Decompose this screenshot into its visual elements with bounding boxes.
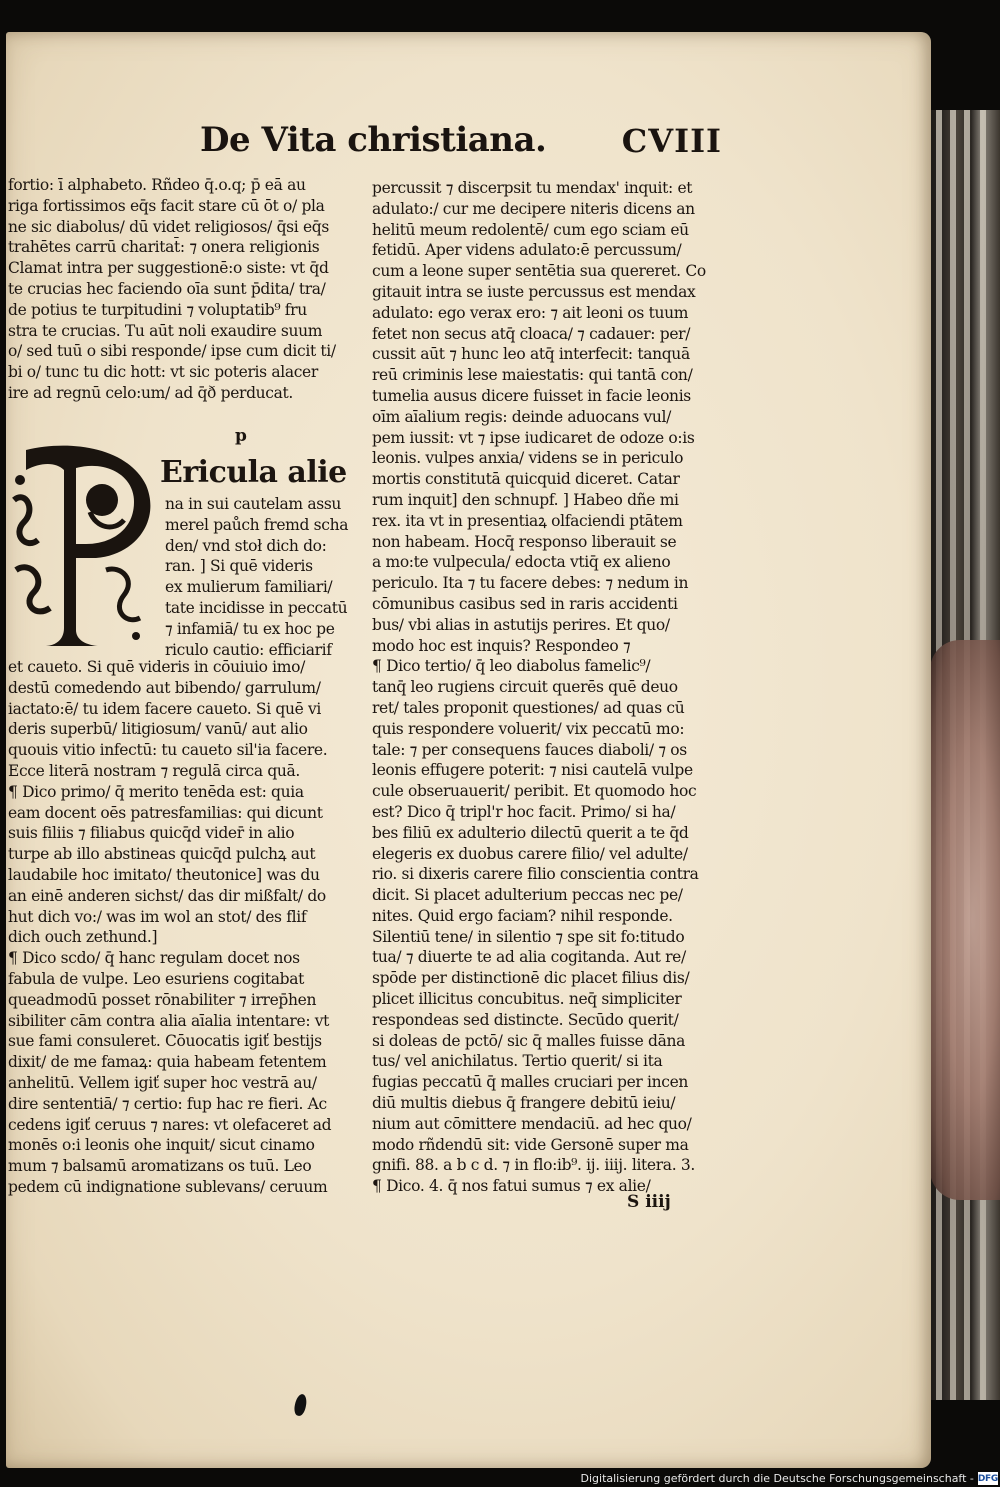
left-top-line: riga fortissimos eq̄s facit stare cū ōt o/ pla (8, 196, 325, 215)
right-line: leonis. vulpes anxia/ videns se in periculo (372, 449, 684, 468)
left-bottom-line: sibiliter cām contra alia aīalia intentare: vt (8, 1011, 330, 1030)
folio-number: CVIII (621, 122, 722, 160)
left-top-line: fortio: ī alphabeto. Rñdeo q̄.o.q; p̄ eā au (8, 176, 306, 194)
footer-bar (580, 1470, 1000, 1487)
left-top-line: trahētes carrū charitat̄: ⁊ onera religionis (8, 238, 320, 257)
dfg-logo-text: DFG (977, 1473, 998, 1484)
right-line: pem iussit: vt ⁊ ipse iudicaret de odoze o:is (372, 428, 695, 447)
left-bottom-line: mum ⁊ balsamū aromatizans os tuū. Leo (8, 1157, 312, 1176)
dropcap-line: ran. ] Si quē videris (165, 557, 313, 576)
right-line: rex. ita vt in presentiaꝝ olfaciendi ptātem (372, 511, 683, 530)
left-bottom-line: fabula de vulpe. Leo esuriens cogitabat (8, 969, 305, 988)
left-bottom-line: destū comedendo aut bibendo/ garrulum/ (8, 678, 321, 697)
left-bottom-line: queadmodū posset rōnabiliter ⁊ irrep̄hen (8, 990, 317, 1009)
right-line: nium aut cōmittere mendaciū. ad hec quo/ (372, 1114, 692, 1133)
running-title: De Vita christiana. (200, 120, 547, 160)
right-line: rum inquit] den schnupf. ] Habeo dñe mi (372, 490, 679, 509)
dropcap-line: riculo cautio: efficiarif (165, 640, 332, 659)
left-bottom-line: ¶ Dico primo/ q̄ merito tenēda est: quia (8, 782, 304, 801)
dropcap-line: ⁊ infamiā/ tu ex hoc pe (165, 619, 335, 638)
right-line: ret/ tales proponit questiones/ ad quas cū (372, 698, 685, 717)
left-column-bottom (8, 657, 348, 1198)
dropcap-line: ex mulierum familiari/ (165, 578, 333, 597)
left-bottom-line: sue fami consuleret. Cōuocatis igiť bestijs (8, 1032, 322, 1051)
right-line: tale: ⁊ per consequens fauces diaboli/ ⁊ os (372, 740, 687, 759)
left-top-line: bi o/ tunc tu dic hott: vt sic poteris alacer (8, 363, 318, 382)
dropcap-line: tate incidisse in peccatū (165, 598, 348, 617)
dropcap-lines (165, 494, 355, 660)
dropcap-line: den/ vnd stoł dich do: (165, 536, 327, 555)
right-line: adulato:/ cur me decipere niteris dicens an (372, 199, 695, 218)
right-line: modo rñdendū sit: vide Gersonē super ma (372, 1135, 689, 1154)
right-line: oīm aīalium regis: deinde aduocans vul/ (372, 407, 672, 426)
left-top-line: ire ad regnū celo:um/ ad q̄ð perducat. (8, 383, 293, 402)
left-top-line: ne sic diabolus/ dū videt religiosos/ q̄si eq̄s (8, 217, 329, 236)
left-bottom-line: iactato:ē/ tu idem facere caueto. Si quē vi (8, 699, 322, 718)
right-column (372, 178, 712, 1197)
right-line: modo hoc est inquis? Respondeo ⁊ (372, 636, 631, 655)
left-top-line: de potius te turpitudini ⁊ voluptatib⁹ fru (8, 300, 307, 319)
left-bottom-line: dire sententiā/ ⁊ certio: fup hac re fieri. Ac (8, 1094, 327, 1113)
left-bottom-line: dixit/ de me famaꝝ: quia habeam fetentem (8, 1053, 327, 1072)
right-line: adulato: ego verax ero: ⁊ ait leoni os tuum (372, 303, 689, 322)
left-bottom-line: cedens igiť ceruus ⁊ nares: vt olefaceret ad (8, 1115, 332, 1134)
left-bottom-line: deris superbū/ litigiosum/ vanū/ aut alio (8, 720, 308, 739)
right-line: gnifi. 88. a b c d. ⁊ in flo:ib⁹. ij. iiij. litera. 3. (372, 1156, 695, 1175)
right-line: a mo:te vulpecula/ edocta vtiq̄ ex alieno (372, 553, 671, 572)
left-bottom-line: an einē anderen sichst/ das dir mißfalt/ do (8, 886, 326, 905)
right-line: helitū meum redolentē/ cum ego sciam eū (372, 220, 689, 239)
right-line: cum a leone super sentētia sua quereret. Co (372, 262, 706, 281)
right-line: fetet non secus atq̄ cloaca/ ⁊ cadauer: per/ (372, 324, 691, 343)
right-line: cussit aūt ⁊ hunc leo atq̄ interfecit: tanquā (372, 345, 690, 364)
right-line: tanq̄ leo rugiens circuit querēs quē deuo (372, 678, 678, 697)
left-top-line: o/ sed tuū o sibi responde/ ipse cum dicit ti/ (8, 342, 336, 361)
left-top-line: stra te crucias. Tu aūt noli exaudire suum (8, 321, 323, 340)
right-line: ¶ Dico tertio/ q̄ leo diabolus famelic⁹/ (372, 657, 651, 676)
left-bottom-line: monēs o:i leonis ohe inquit/ sicut cinamo (8, 1136, 315, 1155)
right-line: nites. Quid ergo faciam? nihil responde. (372, 906, 673, 925)
guide-letter: p (235, 426, 247, 446)
right-line: si doleas de pctō/ sic q̄ malles fuisse dāna (372, 1031, 685, 1050)
right-line: Silentiū tene/ in silentio ⁊ spe sit fo:titudo (372, 927, 685, 946)
right-line: dicit. Si placet adulterium peccas nec pe/ (372, 886, 683, 905)
right-line: reū criminis lese maiestatis: qui tantā con/ (372, 366, 693, 385)
right-line: fetidū. Aper videns adulato:ē percussum/ (372, 241, 682, 260)
signature-mark: S iiij (627, 1192, 671, 1212)
dfg-logo (978, 1472, 998, 1485)
right-line: quis respondere voluerit/ vix peccatū mo: (372, 719, 685, 738)
right-line: bus/ vbi alias in astutijs perires. Et quo/ (372, 615, 670, 634)
right-line: tua/ ⁊ diuerte te ad alia cogitanda. Aut re/ (372, 948, 686, 967)
right-line: plicet illicitus concubitus. neq̄ simpliciter (372, 990, 682, 1009)
right-line: gitauit intra se iuste percussus est mendax (372, 282, 696, 301)
left-bottom-line: et caueto. Si quē videris in cōuiuio imo/ (8, 658, 305, 676)
left-bottom-line: laudabile hoc imitato/ theutonice] was du (8, 865, 320, 884)
right-line: mortis constitutā quicquid diceret. Catar (372, 470, 680, 489)
left-bottom-line: dich ouch zethund.] (8, 928, 158, 947)
right-line: cōmunibus casibus sed in raris accidenti (372, 594, 678, 613)
right-line: tumelia ausus dicere fuisset in facie leonis (372, 386, 691, 405)
left-bottom-line: eam docent oēs patresfamilias: qui dicunt (8, 803, 323, 822)
right-line: fugias peccatū q̄ malles cruciari per incen (372, 1073, 689, 1092)
left-bottom-line: quouis vitio infectū: tu caueto sil'ia facere. (8, 741, 328, 760)
holding-finger (930, 640, 1000, 1200)
decorated-initial-p-icon (6, 440, 156, 650)
right-line: elegeris ex duobus carere filio/ vel adulte/ (372, 844, 688, 863)
right-line: cule obseruauerit/ peribit. Et quomodo hoc (372, 782, 697, 801)
dropcap-line: merel paůch fremd scha (165, 515, 349, 534)
page-header (200, 120, 720, 172)
right-line: rio. si dixeris carere filio conscientia contra (372, 865, 699, 884)
decorated-initial (6, 428, 162, 658)
dropcap-line: na in sui cautelam assu (165, 495, 342, 513)
right-line: respondeas sed distincte. Secūdo querit/ (372, 1010, 679, 1029)
right-line: spōde per distinctionē dic placet filius dis/ (372, 969, 690, 988)
left-bottom-line: pedem cū indignatione sublevans/ ceruum (8, 1177, 328, 1196)
right-line: percussit ⁊ discerpsit tu mendax' inquit: et (372, 179, 693, 197)
left-bottom-line: ¶ Dico scdo/ q̄ hanc regulam docet nos (8, 949, 300, 968)
left-bottom-line: Ecce literā nostram ⁊ regulā circa quā. (8, 761, 301, 780)
left-bottom-line: turpe ab illo abstineas quicq̄d pulchꝝ aut (8, 845, 316, 864)
right-line: est? Dico q̄ tripl'r hoc facit. Primo/ si ha/ (372, 802, 676, 821)
right-line: bes filiū ex adulterio dilectū querit a te q̄d (372, 823, 689, 842)
right-line: ¶ Dico. 4. q̄ nos fatui sumus ⁊ ex alie/ (372, 1177, 651, 1196)
left-top-line: Clamat intra per suggestionē:o siste: vt q̄d (8, 259, 329, 278)
right-line: diū multis diebus q̄ frangere debitū ieiu/ (372, 1094, 676, 1113)
left-bottom-line: anhelitū. Vellem igiť super hoc vestrā au/ (8, 1073, 317, 1092)
incipit-text: Ericula alie (160, 455, 347, 490)
footer-credit: Digitalisierung gefördert durch die Deutsche Forschungsgemeinschaft - (580, 1472, 974, 1485)
left-top-line: te crucias hec faciendo oīa sunt p̄dita/ tra/ (8, 279, 326, 298)
right-line: leonis effugere poterit: ⁊ nisi cautelā vulpe (372, 761, 693, 780)
right-line: tus/ vel anichilatus. Tertio querit/ si ita (372, 1052, 663, 1071)
incipit-block (160, 456, 350, 494)
left-bottom-line: suis filiis ⁊ filiabus quicq̄d vider̄ in alio (8, 824, 295, 843)
left-bottom-line: hut dich vo:/ was im wol an stot/ des flif (8, 907, 307, 926)
right-line: periculo. Ita ⁊ tu facere debes: ⁊ nedum in (372, 574, 689, 593)
right-line: non habeam. Hocq̄ responso liberauit se (372, 532, 677, 551)
left-column-top (8, 175, 348, 404)
